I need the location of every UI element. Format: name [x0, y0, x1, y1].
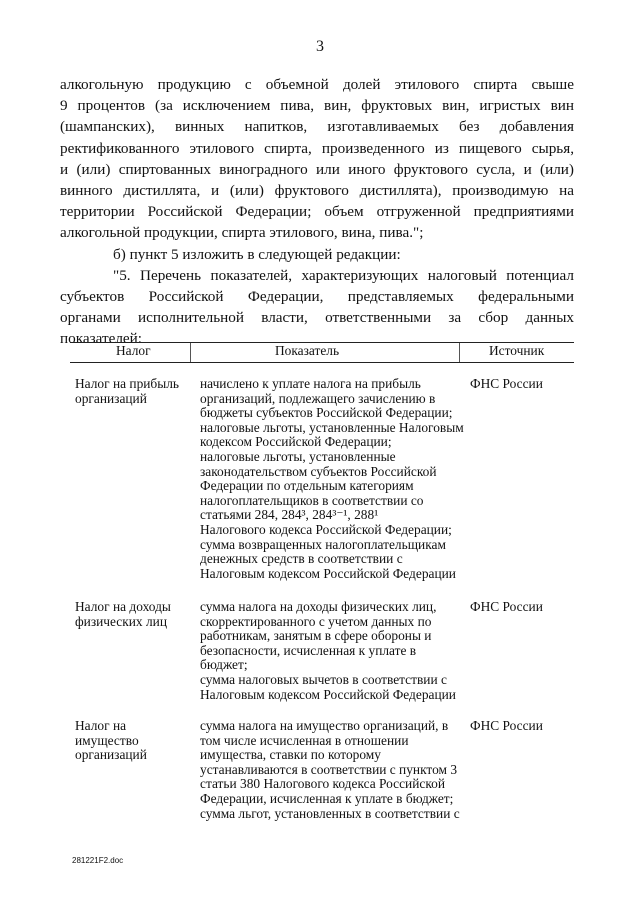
- cell-line: Налог на доходы: [75, 599, 171, 614]
- text-line: органами исполнительной власти, ответственными за сбор данных: [60, 309, 574, 327]
- cell-line: сумма налога на имущество организаций, в: [200, 718, 449, 733]
- text-line: и (или) спиртованных виноградного или иного фруктового сусла, и (или): [60, 160, 574, 178]
- cell-line: Налог на прибыль: [75, 376, 180, 391]
- text-line: показателей:: [60, 330, 143, 348]
- text-line: 9 процентов (за исключением пива, вин, фруктовых вин, игристых вин: [60, 97, 574, 115]
- table-row-indicator: [200, 719, 462, 821]
- amendment-line: б) пункт 5 изложить в следующей редакции:: [113, 245, 401, 263]
- table-row-tax: [75, 377, 190, 406]
- text-line: ректификованного этилового спирта, произведенного из пищевого сырья,: [60, 139, 574, 157]
- text-line: "5. Перечень показателей, характеризующих налоговый потенциал: [113, 266, 574, 284]
- cell-line: налоговые льготы, установленные Налоговым: [200, 419, 464, 435]
- cell-line: начислено к уплате налога на прибыль: [200, 376, 421, 391]
- table-header-rule: [70, 362, 574, 363]
- table-row-source: [470, 377, 570, 392]
- cell-line: Федерации, исчисленная к уплате в бюджет;: [200, 790, 454, 806]
- text-line: алкогольной продукции, спирта этилового, вина, пива.";: [60, 224, 424, 242]
- cell-line: том числе исчисленная в отношении: [200, 732, 409, 748]
- cell-line: имущества, ставки по которому: [200, 747, 381, 763]
- cell-line: сумма возвращенных налогоплательщикам: [200, 536, 446, 552]
- cell-line: ФНС России: [470, 599, 543, 614]
- cell-line: организаций: [75, 747, 147, 763]
- cell-line: устанавливаются в соответствии с пунктом 3: [200, 761, 458, 777]
- cell-line: кодексом Российской Федерации;: [200, 434, 392, 450]
- cell-line: статьи 380 Налогового кодекса Российской: [200, 776, 446, 792]
- cell-line: безопасности, исчисленная к уплате в: [200, 642, 417, 658]
- text-line: алкогольную продукцию с объемной долей этилового спирта свыше: [60, 76, 574, 93]
- cell-line: бюджет;: [200, 657, 248, 673]
- paragraph-continuation: [60, 74, 574, 349]
- cell-line: статьями 284, 284³, 284³⁻¹, 288¹: [200, 507, 379, 523]
- cell-line: сумма налоговых вычетов в соответствии с: [200, 671, 447, 687]
- cell-line: денежных средств в соответствии с: [200, 551, 403, 567]
- cell-line: ФНС России: [470, 718, 543, 733]
- column-divider: [190, 343, 191, 362]
- text-line: территории Российской Федерации; объем отгруженной предприятиями: [60, 203, 574, 221]
- text-line: (шампанских), винных напитков, изготавливаемых без добавления: [60, 118, 574, 136]
- cell-line: Налоговым кодексом Российской Федерации: [200, 565, 456, 581]
- cell-line: ФНС России: [470, 376, 543, 391]
- cell-line: налоговые льготы, установленные: [200, 448, 396, 464]
- cell-line: сумма льгот, установленных в соответствии с: [200, 805, 460, 821]
- cell-line: бюджеты субъектов Российской Федерации;: [200, 405, 453, 421]
- table-row-indicator: [200, 600, 462, 702]
- header-indicator: Показатель: [275, 343, 340, 358]
- column-divider: [459, 343, 460, 362]
- table-row-tax: [75, 600, 190, 629]
- table-row-source: [470, 600, 570, 615]
- table-row-source: [470, 719, 570, 734]
- page-number: 3: [316, 38, 324, 55]
- cell-line: организаций: [75, 390, 147, 406]
- text-line: субъектов Российской Федерации, представляемых федеральными: [60, 287, 574, 305]
- cell-line: организаций, подлежащего зачислению в: [200, 390, 436, 406]
- text-line: винного дистиллята, и (или) фруктового дистиллята), производимую на: [60, 181, 574, 199]
- cell-line: работникам, занятым в сфере обороны и: [200, 628, 432, 644]
- table-row-indicator: [200, 377, 462, 581]
- header-source: Источник: [489, 343, 545, 358]
- cell-line: законодательством субъектов Российской: [200, 463, 437, 479]
- cell-line: Налоговым кодексом Российской Федерации: [200, 686, 456, 702]
- cell-line: Налог на: [75, 718, 127, 733]
- header-tax: Налог: [116, 343, 151, 358]
- cell-line: Федерации по отдельным категориям: [200, 478, 414, 494]
- cell-line: налогоплательщиков в соответствии со: [200, 492, 424, 508]
- cell-line: имущество: [75, 732, 139, 748]
- document-code: 281221F2.doc: [72, 856, 124, 865]
- table-row-tax: [75, 719, 190, 763]
- cell-line: сумма налога на доходы физических лиц,: [200, 599, 437, 614]
- cell-line: Налогового кодекса Российской Федерации;: [200, 521, 452, 537]
- cell-line: физических лиц: [75, 613, 167, 629]
- cell-line: скорректированного с учетом данных по: [200, 613, 432, 629]
